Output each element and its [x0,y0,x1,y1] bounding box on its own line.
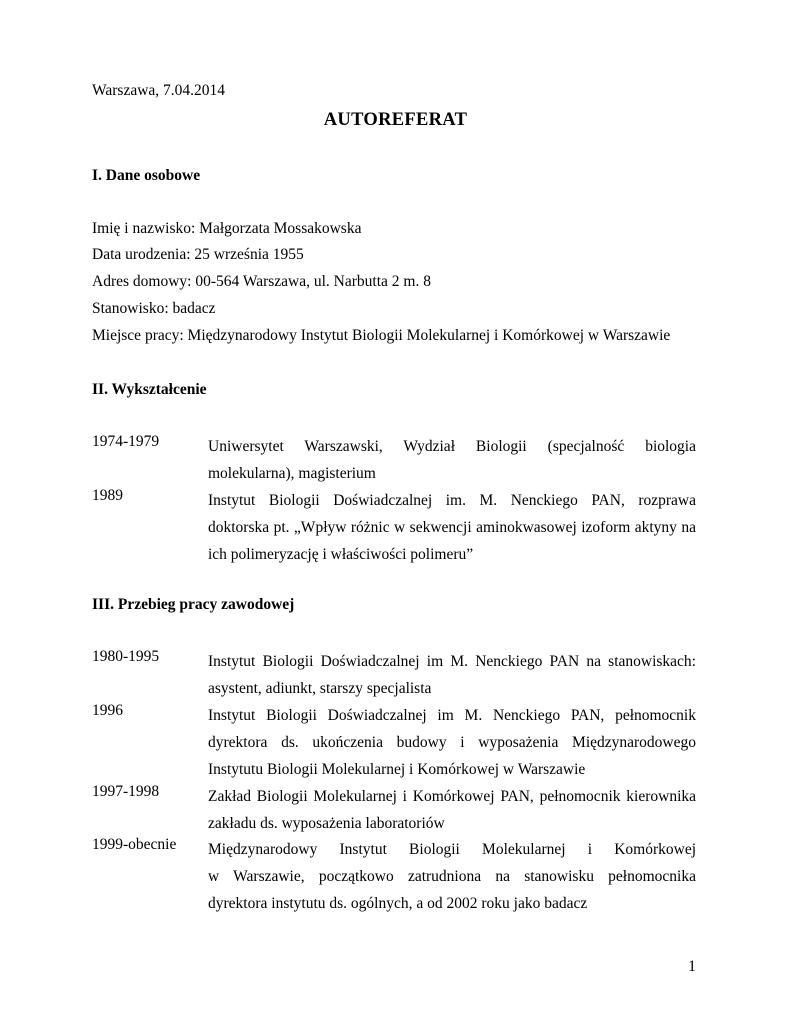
description-line: doktorska pt. „Wpływ różnic w sekwencji aminokwasowej izoform aktyny na [208,519,696,536]
career-years: 1996 [92,702,123,719]
career-years: 1999-obecnie [92,836,177,853]
career-description [208,836,696,917]
description-line: Międzynarodowy Instytut Biologii Molekularnej i Komórkowej [208,841,696,858]
personal-address: Adres domowy: 00-564 Warszawa, ul. Narbutta 2 m. 8 [92,273,431,290]
education-years: 1989 [92,487,123,504]
personal-name: Imię i nazwisko: Małgorzata Mossakowska [92,220,362,237]
page-number: 1 [688,958,696,975]
description-line: ich polimeryzację i właściwości polimeru” [208,546,474,563]
description-line: Uniwersytet Warszawski, Wydział Biologii (specjalność biologia [208,438,696,455]
personal-workplace: Miejsce pracy: Międzynarodowy Instytut Biologii Molekularnej i Komórkowej w Warszawie [92,327,671,344]
section-heading-personal-data: I. Dane osobowe [92,167,201,184]
section-heading-career: III. Przebieg pracy zawodowej [92,596,295,613]
description-line: dyrektora instytutu ds. ogólnych, a od 2002 roku jako badacz [208,895,588,912]
section-heading-education: II. Wykształcenie [92,381,207,398]
description-line: zakładu ds. wyposażenia laboratoriów [208,815,445,832]
education-description [208,487,696,568]
description-line: w Warszawie, początkowo zatrudniona na stanowisku pełnomocnika [208,868,696,885]
personal-position: Stanowisko: badacz [92,300,216,317]
description-line: Instytutu Biologii Molekularnej i Komórkowej w Warszawie [208,761,586,778]
description-line: Instytut Biologii Doświadczalnej im M. Nenckiego PAN, pełnomocnik [208,707,696,724]
place-date: Warszawa, 7.04.2014 [92,82,226,99]
education-years: 1974-1979 [92,433,160,450]
document-title: AUTOREFERAT [323,110,468,130]
description-line: asystent, adiunkt, starszy specjalista [208,680,432,697]
description-line: molekularna), magisterium [208,465,376,482]
career-years: 1997-1998 [92,783,160,800]
description-line: Instytut Biologii Doświadczalnej im. M. Nenckiego PAN, rozprawa [208,492,696,509]
education-description [208,433,696,487]
description-line: Zakład Biologii Molekularnej i Komórkowej PAN, pełnomocnik kierownika [208,788,696,805]
career-description [208,702,696,783]
description-line: dyrektora ds. ukończenia budowy i wyposażenia Międzynarodowego [208,734,696,751]
career-years: 1980-1995 [92,648,160,665]
personal-birth-date: Data urodzenia: 25 września 1955 [92,246,304,263]
career-description [208,783,696,837]
description-line: Instytut Biologii Doświadczalnej im M. Nenckiego PAN na stanowiskach: [208,653,696,670]
career-description [208,648,696,702]
